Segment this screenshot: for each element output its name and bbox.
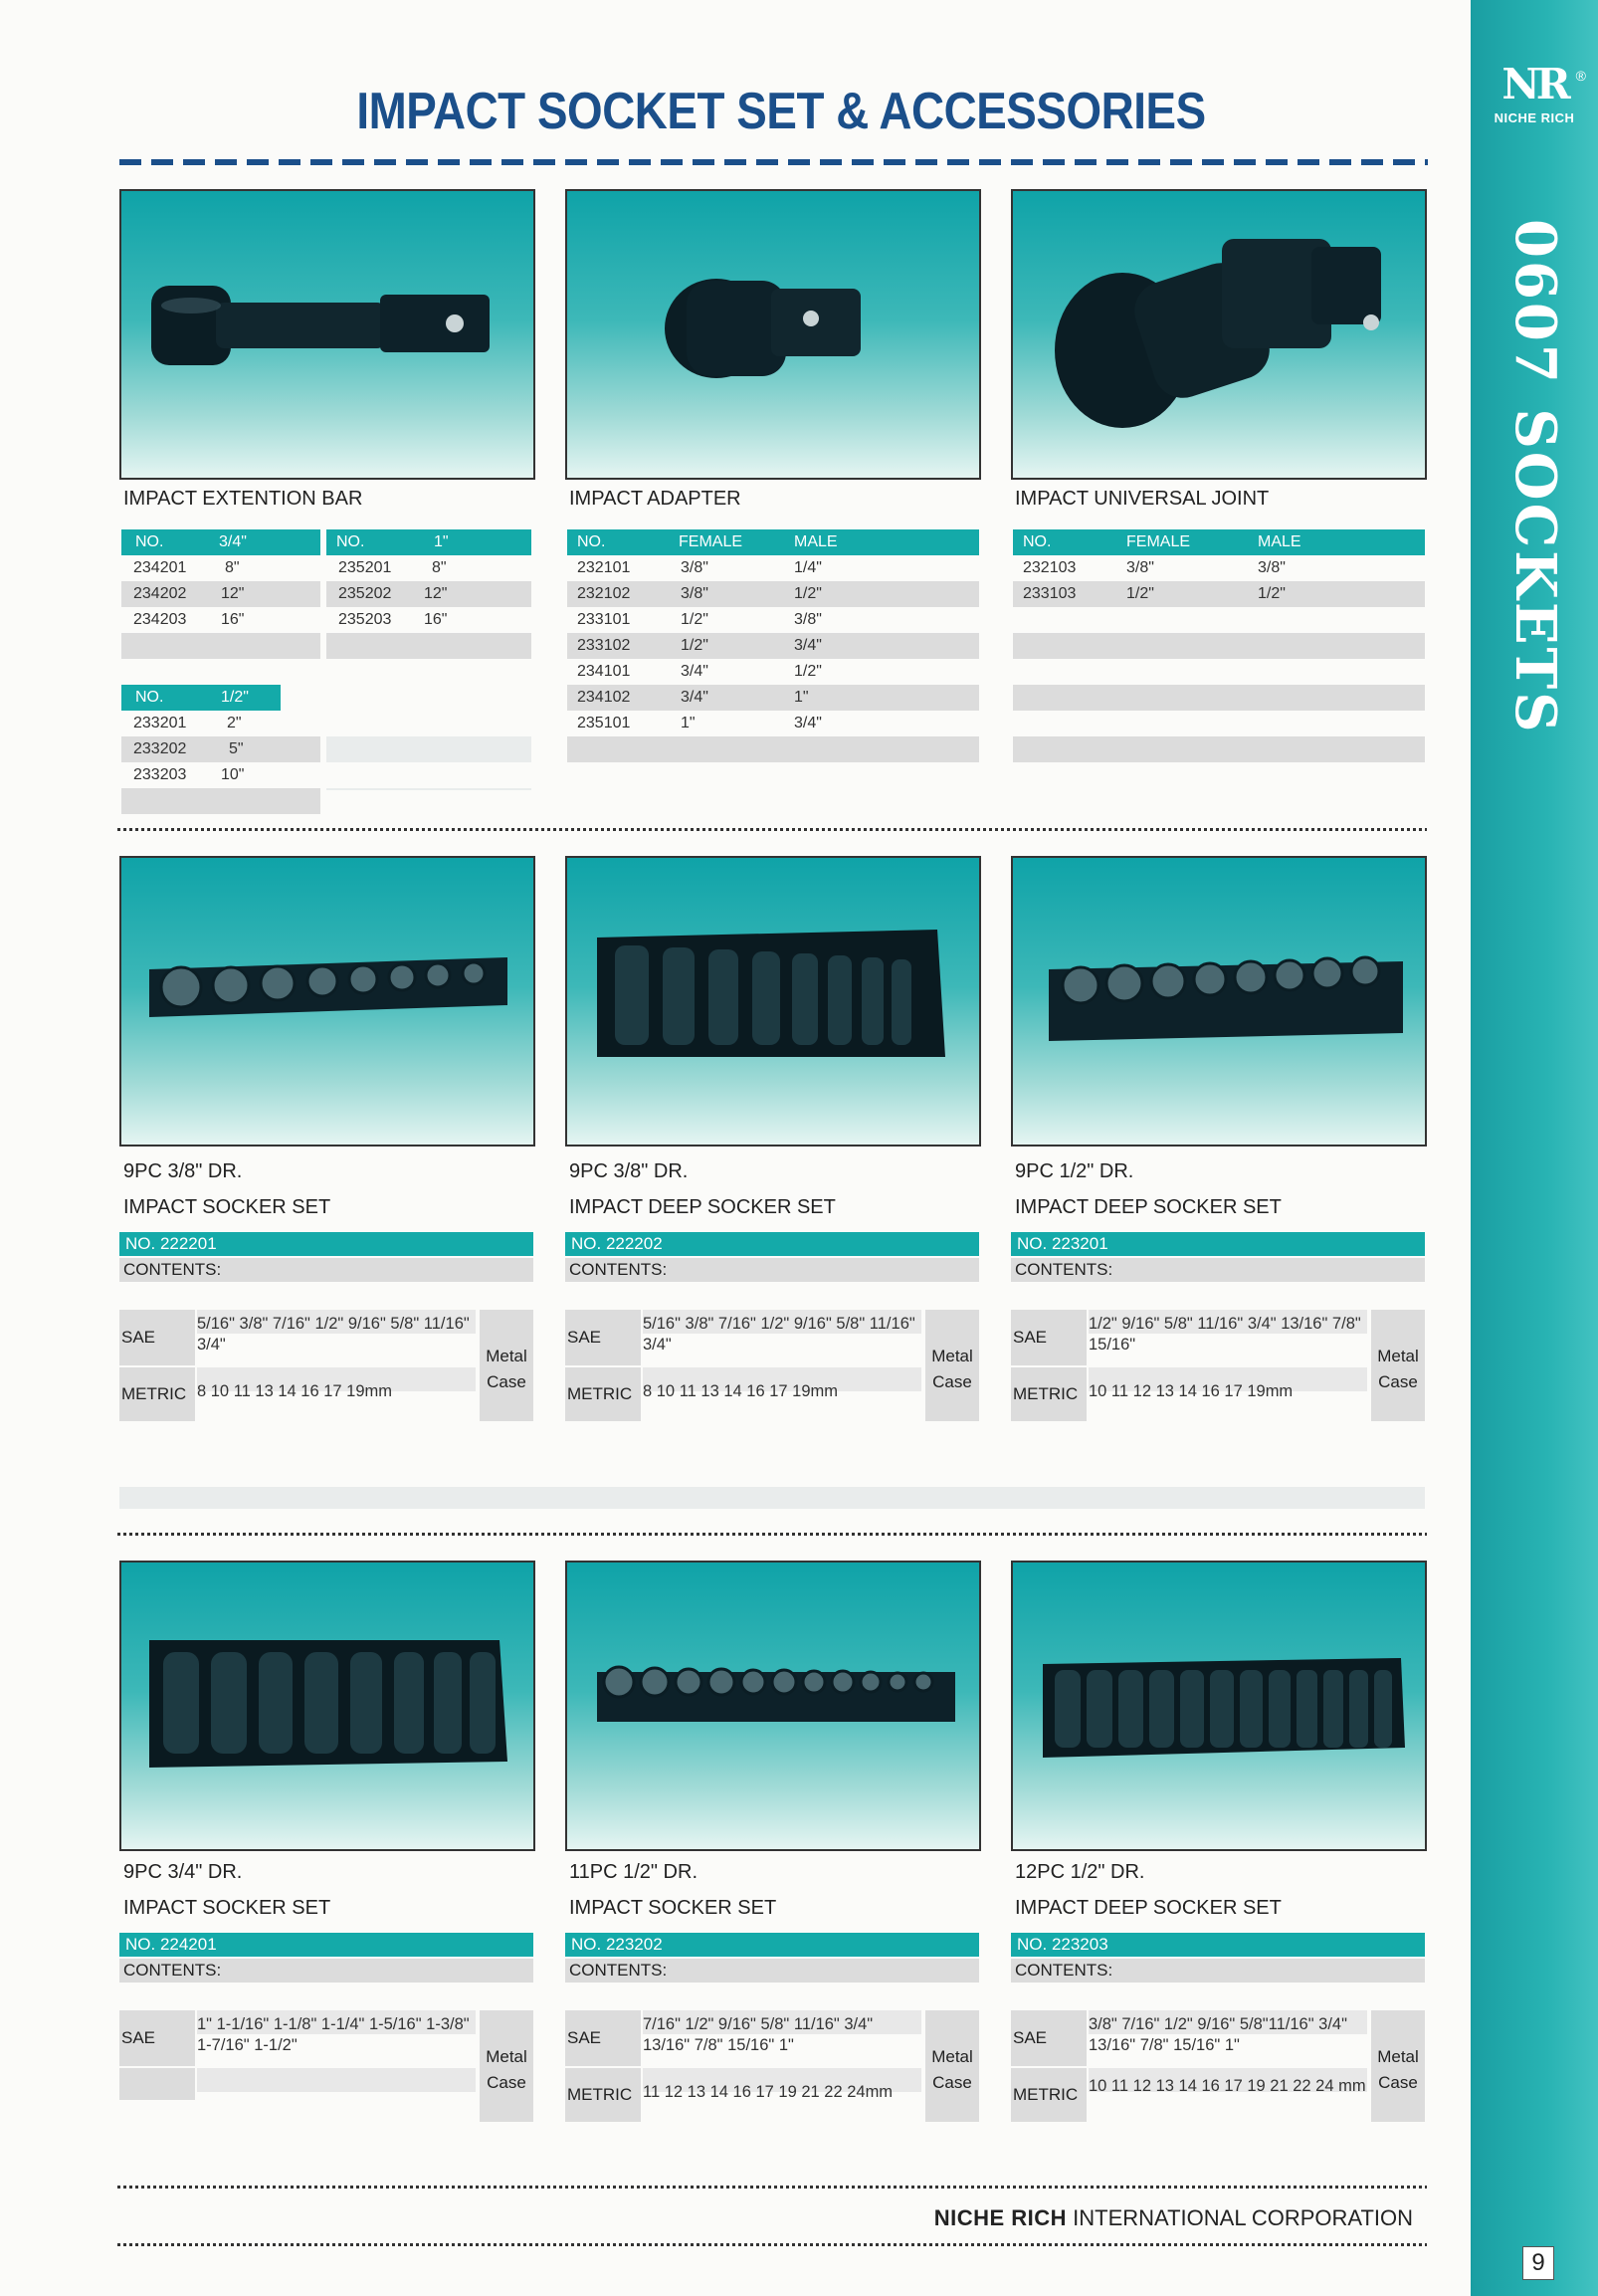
table-row: [1013, 711, 1425, 736]
item-no: 233103: [1023, 585, 1077, 602]
table-row: [121, 555, 320, 581]
case-line2: Case: [932, 1372, 972, 1391]
page-number: 9: [1522, 2246, 1554, 2280]
item-male: 3/8": [1258, 559, 1286, 576]
table-header: [121, 685, 281, 711]
col-no: NO.: [577, 533, 606, 550]
item-no: 234102: [577, 689, 631, 706]
table-row: [1013, 607, 1425, 633]
item-size: 8": [432, 559, 447, 576]
sae-label: SAE: [119, 1310, 195, 1365]
set-size: 9PC 3/4" DR.: [123, 1861, 243, 1883]
contents-label: CONTENTS:: [565, 1959, 979, 1983]
table-row: [567, 633, 979, 659]
table-row: [567, 736, 979, 762]
set-photo-223202: [565, 1561, 981, 1851]
set-photo-222202: [565, 856, 981, 1147]
table-row: [121, 633, 320, 659]
title-rule: [119, 159, 1428, 165]
set-size: 11PC 1/2" DR.: [569, 1861, 699, 1883]
item-size: 2": [227, 715, 242, 731]
table-row: [567, 685, 979, 711]
set-name: IMPACT SOCKER SET: [123, 1196, 331, 1218]
set-number: NO. 224201: [119, 1933, 533, 1957]
item-size: 8": [225, 559, 240, 576]
metric-sizes: 8 10 11 13 14 16 17 19mm: [643, 1382, 839, 1400]
col-size: 1/2": [221, 689, 249, 706]
item-female: 3/8": [681, 585, 708, 602]
col-male: MALE: [1258, 533, 1301, 550]
contents-label: CONTENTS:: [1011, 1258, 1425, 1282]
table-row: [121, 762, 320, 788]
contents-label: CONTENTS:: [119, 1959, 533, 1983]
item-male: 3/4": [794, 715, 822, 731]
case-type: [1371, 1310, 1425, 1421]
metric-sizes: 10 11 12 13 14 16 17 19 21 22 24 mm: [1089, 2077, 1366, 2095]
item-no: 234202: [133, 585, 187, 602]
case-type: [925, 1310, 979, 1421]
item-female: 1/2": [681, 637, 708, 654]
item-no: 235202: [338, 585, 392, 602]
item-size: 16": [424, 611, 448, 628]
set-number: NO. 223201: [1011, 1232, 1425, 1256]
set-name: IMPACT SOCKER SET: [569, 1897, 777, 1919]
item-no: 235201: [338, 559, 392, 576]
table-row: [567, 659, 979, 685]
universal-joint-caption: IMPACT UNIVERSAL JOINT: [1015, 488, 1270, 510]
footer-divider: [117, 2243, 1427, 2246]
item-male: 3/4": [794, 637, 822, 654]
col-female: FEMALE: [679, 533, 743, 550]
case-type: [1371, 2010, 1425, 2122]
footer-brand: NICHE RICH: [933, 2205, 1068, 2230]
table-header: [1013, 529, 1425, 555]
section-divider: [117, 828, 1427, 831]
item-no: 234101: [577, 663, 631, 680]
set-name: IMPACT DEEP SOCKER SET: [1015, 1897, 1282, 1919]
metric-label: METRIC: [1011, 2068, 1087, 2122]
section-divider: [117, 2186, 1427, 2189]
item-no: 232101: [577, 559, 631, 576]
case-line1: Metal: [486, 1347, 527, 1365]
contents-table: [119, 1310, 533, 1421]
table-row: [326, 607, 531, 633]
sae-label: SAE: [565, 2010, 641, 2066]
sae-label: SAE: [1011, 2010, 1087, 2066]
item-no: 233202: [133, 740, 187, 757]
table-row: [567, 555, 979, 581]
item-female: 3/4": [681, 663, 708, 680]
case-line2: Case: [1378, 2073, 1418, 2092]
table-header: [121, 529, 320, 555]
col-no: NO.: [336, 533, 365, 550]
metric-label: METRIC: [565, 2068, 641, 2122]
sae-label: SAE: [119, 2010, 195, 2066]
extension-bar-table-34: [121, 529, 320, 659]
item-no: 233102: [577, 637, 631, 654]
col-no: NO.: [135, 533, 164, 550]
table-header: [326, 529, 531, 555]
case-line1: Metal: [931, 2047, 973, 2066]
table-row: [121, 736, 320, 762]
table-row: [1013, 685, 1425, 711]
extension-bar-caption: IMPACT EXTENTION BAR: [123, 488, 363, 510]
item-no: 233101: [577, 611, 631, 628]
table-row: [121, 788, 320, 814]
item-size: 12": [424, 585, 448, 602]
set-photo-224201: [119, 1561, 535, 1851]
case-line2: Case: [932, 2073, 972, 2092]
case-type: [925, 2010, 979, 2122]
sae-sizes: 3/8" 7/16" 1/2" 9/16" 5/8"11/16" 3/4" 13/16" 7/8" 15/16" 1": [1089, 2015, 1347, 2054]
case-line2: Case: [487, 1372, 526, 1391]
table-row: [326, 555, 531, 581]
side-band: [1471, 0, 1598, 2296]
extension-bar-table-12: [121, 685, 320, 814]
metric-label: METRIC: [119, 1367, 195, 1421]
set-name: IMPACT DEEP SOCKER SET: [1015, 1196, 1282, 1218]
case-line2: Case: [1378, 1372, 1418, 1391]
set-name: IMPACT DEEP SOCKER SET: [569, 1196, 836, 1218]
set-number: NO. 222202: [565, 1232, 979, 1256]
sae-sizes: 5/16" 3/8" 7/16" 1/2" 9/16" 5/8" 11/16" 3/4": [197, 1315, 470, 1354]
row-stripe: [197, 2068, 476, 2092]
contents-label: CONTENTS:: [565, 1258, 979, 1282]
metric-label: METRIC: [1011, 1367, 1087, 1421]
case-type: [480, 2010, 533, 2122]
table-row: [1013, 633, 1425, 659]
item-male: 3/8": [794, 611, 822, 628]
empty-rows: [326, 711, 531, 790]
case-line1: Metal: [931, 1347, 973, 1365]
section-title: [1498, 219, 1568, 776]
item-female: 1/2": [1126, 585, 1154, 602]
adapter-caption: IMPACT ADAPTER: [569, 488, 741, 510]
extension-bar-photo: [119, 189, 535, 480]
table-row: [326, 633, 531, 659]
item-female: 3/8": [681, 559, 708, 576]
item-male: 1/2": [794, 663, 822, 680]
item-female: 3/8": [1126, 559, 1154, 576]
footer-company-rest: INTERNATIONAL CORPORATION: [1067, 2205, 1413, 2230]
registered-mark: ®: [1575, 68, 1586, 84]
item-no: 232103: [1023, 559, 1077, 576]
item-male: 1/4": [794, 559, 822, 576]
footer-company: [597, 2205, 1413, 2231]
col-male: MALE: [794, 533, 838, 550]
item-no: 235203: [338, 611, 392, 628]
metric-label-blank: [119, 2068, 195, 2100]
col-size: 3/4": [219, 533, 247, 550]
sae-sizes: 7/16" 1/2" 9/16" 5/8" 11/16" 3/4" 13/16" 7/8" 15/16" 1": [643, 2015, 874, 2054]
sae-sizes: 5/16" 3/8" 7/16" 1/2" 9/16" 5/8" 11/16" 3/4": [643, 1315, 915, 1354]
set-name: IMPACT SOCKER SET: [123, 1897, 331, 1919]
item-size: 12": [221, 585, 245, 602]
universal-joint-photo: [1011, 189, 1427, 480]
item-female: 1/2": [681, 611, 708, 628]
col-no: NO.: [1023, 533, 1052, 550]
sae-label: SAE: [1011, 1310, 1087, 1365]
item-female: 3/4": [681, 689, 708, 706]
set-photo-223201: [1011, 856, 1427, 1147]
contents-table: [565, 2010, 979, 2122]
section-divider: [117, 1533, 1427, 1536]
set-size: 9PC 3/8" DR.: [569, 1160, 689, 1182]
contents-table: [1011, 1310, 1425, 1421]
metric-sizes: 8 10 11 13 14 16 17 19mm: [197, 1382, 393, 1400]
item-no: 234201: [133, 559, 187, 576]
adapter-table: [567, 529, 979, 762]
case-line1: Metal: [1377, 2047, 1419, 2066]
set-number: NO. 223202: [565, 1933, 979, 1957]
table-row: [121, 581, 320, 607]
case-line1: Metal: [1377, 1347, 1419, 1365]
table-row: [567, 607, 979, 633]
table-row: [567, 711, 979, 736]
table-row: [326, 581, 531, 607]
table-header: [567, 529, 979, 555]
item-female: 1": [681, 715, 696, 731]
metric-sizes: 10 11 12 13 14 16 17 19mm: [1089, 1382, 1294, 1400]
item-no: 234203: [133, 611, 187, 628]
set-size: 12PC 1/2" DR.: [1015, 1861, 1145, 1883]
table-row: [1013, 659, 1425, 685]
empty-row: [119, 1487, 1425, 1509]
table-row: [121, 711, 320, 736]
set-photo-223203: [1011, 1561, 1427, 1851]
sae-sizes: 1" 1-1/16" 1-1/8" 1-1/4" 1-5/16" 1-3/8" 1-7/16" 1-1/2": [197, 2015, 470, 2054]
contents-label: CONTENTS:: [1011, 1959, 1425, 1983]
brand-logo: [1471, 60, 1598, 125]
universal-joint-table: [1013, 529, 1425, 762]
contents-table: [1011, 2010, 1425, 2122]
table-row: [1013, 555, 1425, 581]
set-size: 9PC 1/2" DR.: [1015, 1160, 1134, 1182]
brand-name: NICHE RICH: [1494, 110, 1575, 125]
table-row: [567, 581, 979, 607]
case-line1: Metal: [486, 2047, 527, 2066]
item-male: 1/2": [794, 585, 822, 602]
set-number: NO. 223203: [1011, 1933, 1425, 1957]
page-title: IMPACT SOCKET SET & ACCESSORIES: [356, 83, 1206, 140]
case-type: [480, 1310, 533, 1421]
contents-label: CONTENTS:: [119, 1258, 533, 1282]
col-no: NO.: [135, 689, 164, 706]
adapter-photo: [565, 189, 981, 480]
item-size: 10": [221, 766, 245, 783]
item-male: 1/2": [1258, 585, 1286, 602]
sae-label: SAE: [565, 1310, 641, 1365]
case-line2: Case: [487, 2073, 526, 2092]
col-female: FEMALE: [1126, 533, 1191, 550]
item-no: 232102: [577, 585, 631, 602]
set-size: 9PC 3/8" DR.: [123, 1160, 243, 1182]
item-no: 235101: [577, 715, 631, 731]
table-row: [1013, 581, 1425, 607]
metric-label: METRIC: [565, 1367, 641, 1421]
extension-bar-table-1: [326, 529, 531, 659]
item-no: 233203: [133, 766, 187, 783]
table-row: [121, 607, 320, 633]
metric-sizes: 11 12 13 14 16 17 19 21 22 24mm: [643, 2083, 894, 2101]
item-size: 5": [229, 740, 244, 757]
contents-table: [565, 1310, 979, 1421]
table-row: [1013, 736, 1425, 762]
item-no: 233201: [133, 715, 187, 731]
sae-sizes: 1/2" 9/16" 5/8" 11/16" 3/4" 13/16" 7/8" 15/16": [1089, 1315, 1361, 1354]
item-size: 16": [221, 611, 245, 628]
set-photo-222201: [119, 856, 535, 1147]
item-male: 1": [794, 689, 809, 706]
section-title-text: 0607 SOCKETS: [1502, 219, 1568, 735]
set-number: NO. 222201: [119, 1232, 533, 1256]
col-size: 1": [434, 533, 449, 550]
brand-mark: NR: [1501, 60, 1567, 108]
contents-table: [119, 2010, 533, 2122]
